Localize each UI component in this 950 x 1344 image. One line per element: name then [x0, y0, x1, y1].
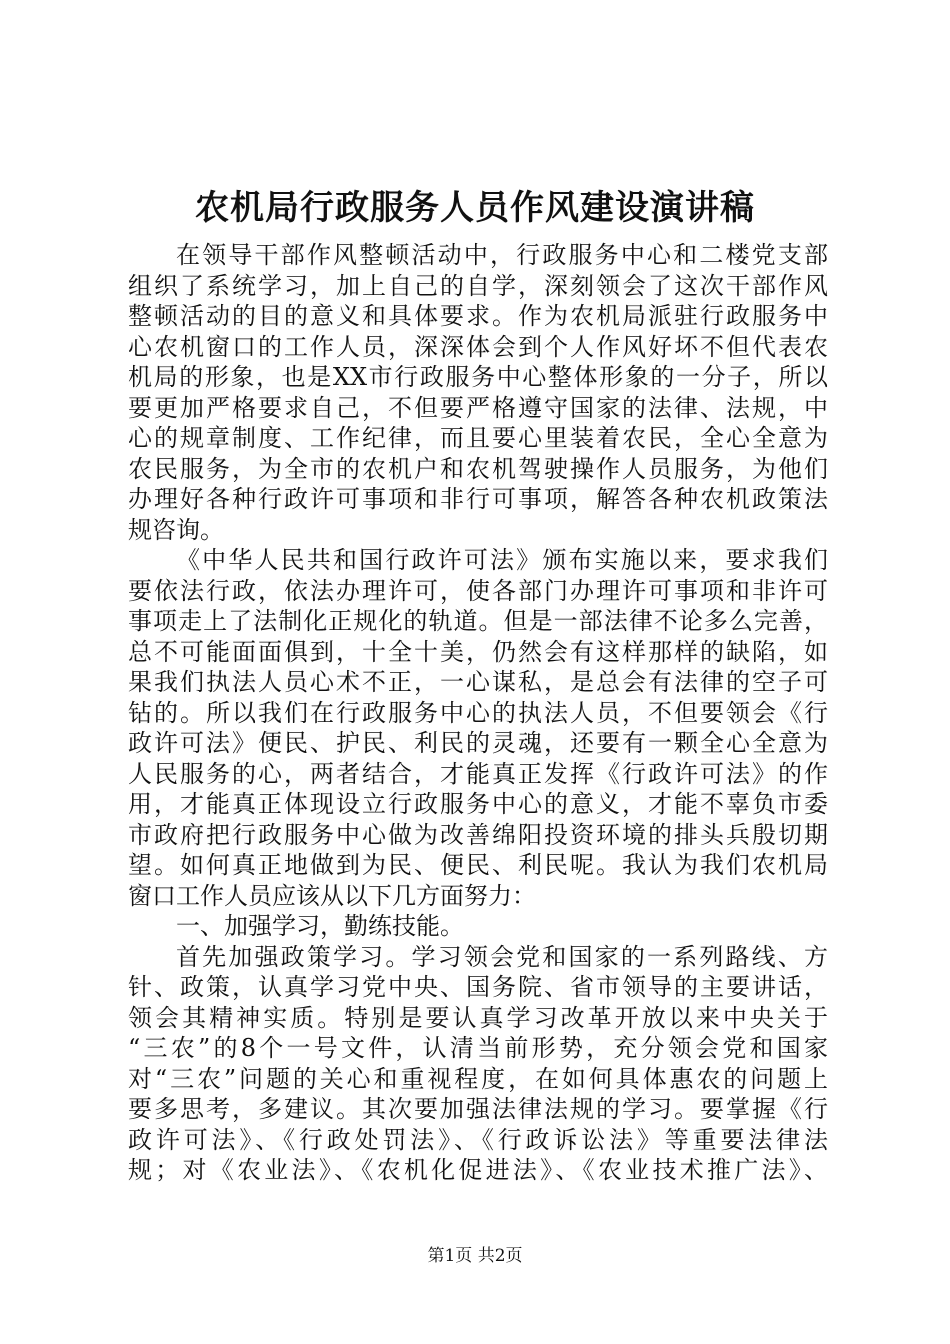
text-line: 心的规章制度、工作纪律，而且要心里装着农民，全心全意为: [128, 424, 828, 452]
text-line: 领会其精神实质。特别是要认真学习改革开放以来中央关于: [128, 1003, 828, 1032]
page-footer: 第1页 共2页: [427, 1246, 523, 1266]
text-line: 心农机窗口的工作人员，深深体会到个人作风好坏不但代表农: [128, 332, 828, 361]
text-line: 首先加强政策学习。学习领会党和国家的一系列路线、方: [176, 942, 828, 971]
text-line: 政许可法》、《行政处罚法》、《行政诉讼法》等重要法律法: [128, 1125, 828, 1154]
text-line: 规咨询。: [128, 515, 224, 544]
text-line: 针、政策，认真学习党中央、国务院、省市领导的主要讲话，: [128, 973, 828, 1001]
text-line: 要更加严格要求自己，不但要严格遵守国家的法律、法规，中: [128, 393, 828, 422]
section-heading: 一、加强学习，勤练技能。: [176, 912, 464, 940]
text-line: 组织了系统学习，加上自己的自学，深刻领会了这次干部作风: [128, 271, 828, 300]
text-line: 事项走上了法制化正规化的轨道。但是一部法律不论多么完善，: [128, 607, 828, 635]
text-line: 机局的形象，也是XX市行政服务中心整体形象的一分子，所以: [128, 363, 828, 391]
text-line: 在领导干部作风整顿活动中，行政服务中心和二楼党支部: [176, 241, 828, 269]
text-line: 规；对《农业法》、《农机化促进法》、《农业技术推广法》、: [128, 1156, 828, 1184]
text-line: 办理好各种行政许可事项和非行可事项，解答各种农机政策法: [128, 485, 828, 513]
document-body: [128, 240, 828, 1186]
text-line: 要依法行政，依法办理许可，使各部门办理许可事项和非许可: [128, 576, 828, 605]
text-line: 《中华人民共和国行政许可法》颁布实施以来，要求我们: [176, 546, 828, 574]
text-line: 整顿活动的目的意义和具体要求。作为农机局派驻行政服务中: [128, 302, 828, 330]
text-line: “三农”的8个一号文件，认清当前形势，充分领会党和国家: [128, 1034, 828, 1062]
text-line: 总不可能面面俱到，十全十美，仍然会有这样那样的缺陷，如: [128, 637, 828, 666]
text-line: 要多思考，多建议。其次要加强法律法规的学习。要掌握《行: [128, 1095, 828, 1123]
text-line: 用，才能真正体现设立行政服务中心的意义，才能不辜负市委: [128, 790, 828, 818]
text-line: 对“三农”问题的关心和重视程度，在如何具体惠农的问题上: [128, 1064, 828, 1093]
text-line: 钻的。所以我们在行政服务中心的执法人员，不但要领会《行: [128, 698, 828, 727]
text-line: 农民服务，为全市的农机户和农机驾驶操作人员服务，为他们: [128, 454, 828, 483]
text-line: 窗口工作人员应该从以下几方面努力：: [128, 881, 536, 910]
text-line: 市政府把行政服务中心做为改善绵阳投资环境的排头兵殷切期: [128, 820, 828, 849]
document-title: 农机局行政服务人员作风建设演讲稿: [195, 188, 755, 228]
text-line: 果我们执法人员心术不正，一心谋私，是总会有法律的空子可: [128, 668, 828, 696]
text-line: 望。如何真正地做到为民、便民、利民呢。我认为我们农机局: [128, 851, 828, 879]
text-line: 人民服务的心，两者结合，才能真正发挥《行政许可法》的作: [128, 759, 828, 788]
text-line: 政许可法》便民、护民、利民的灵魂，还要有一颗全心全意为: [128, 729, 828, 757]
